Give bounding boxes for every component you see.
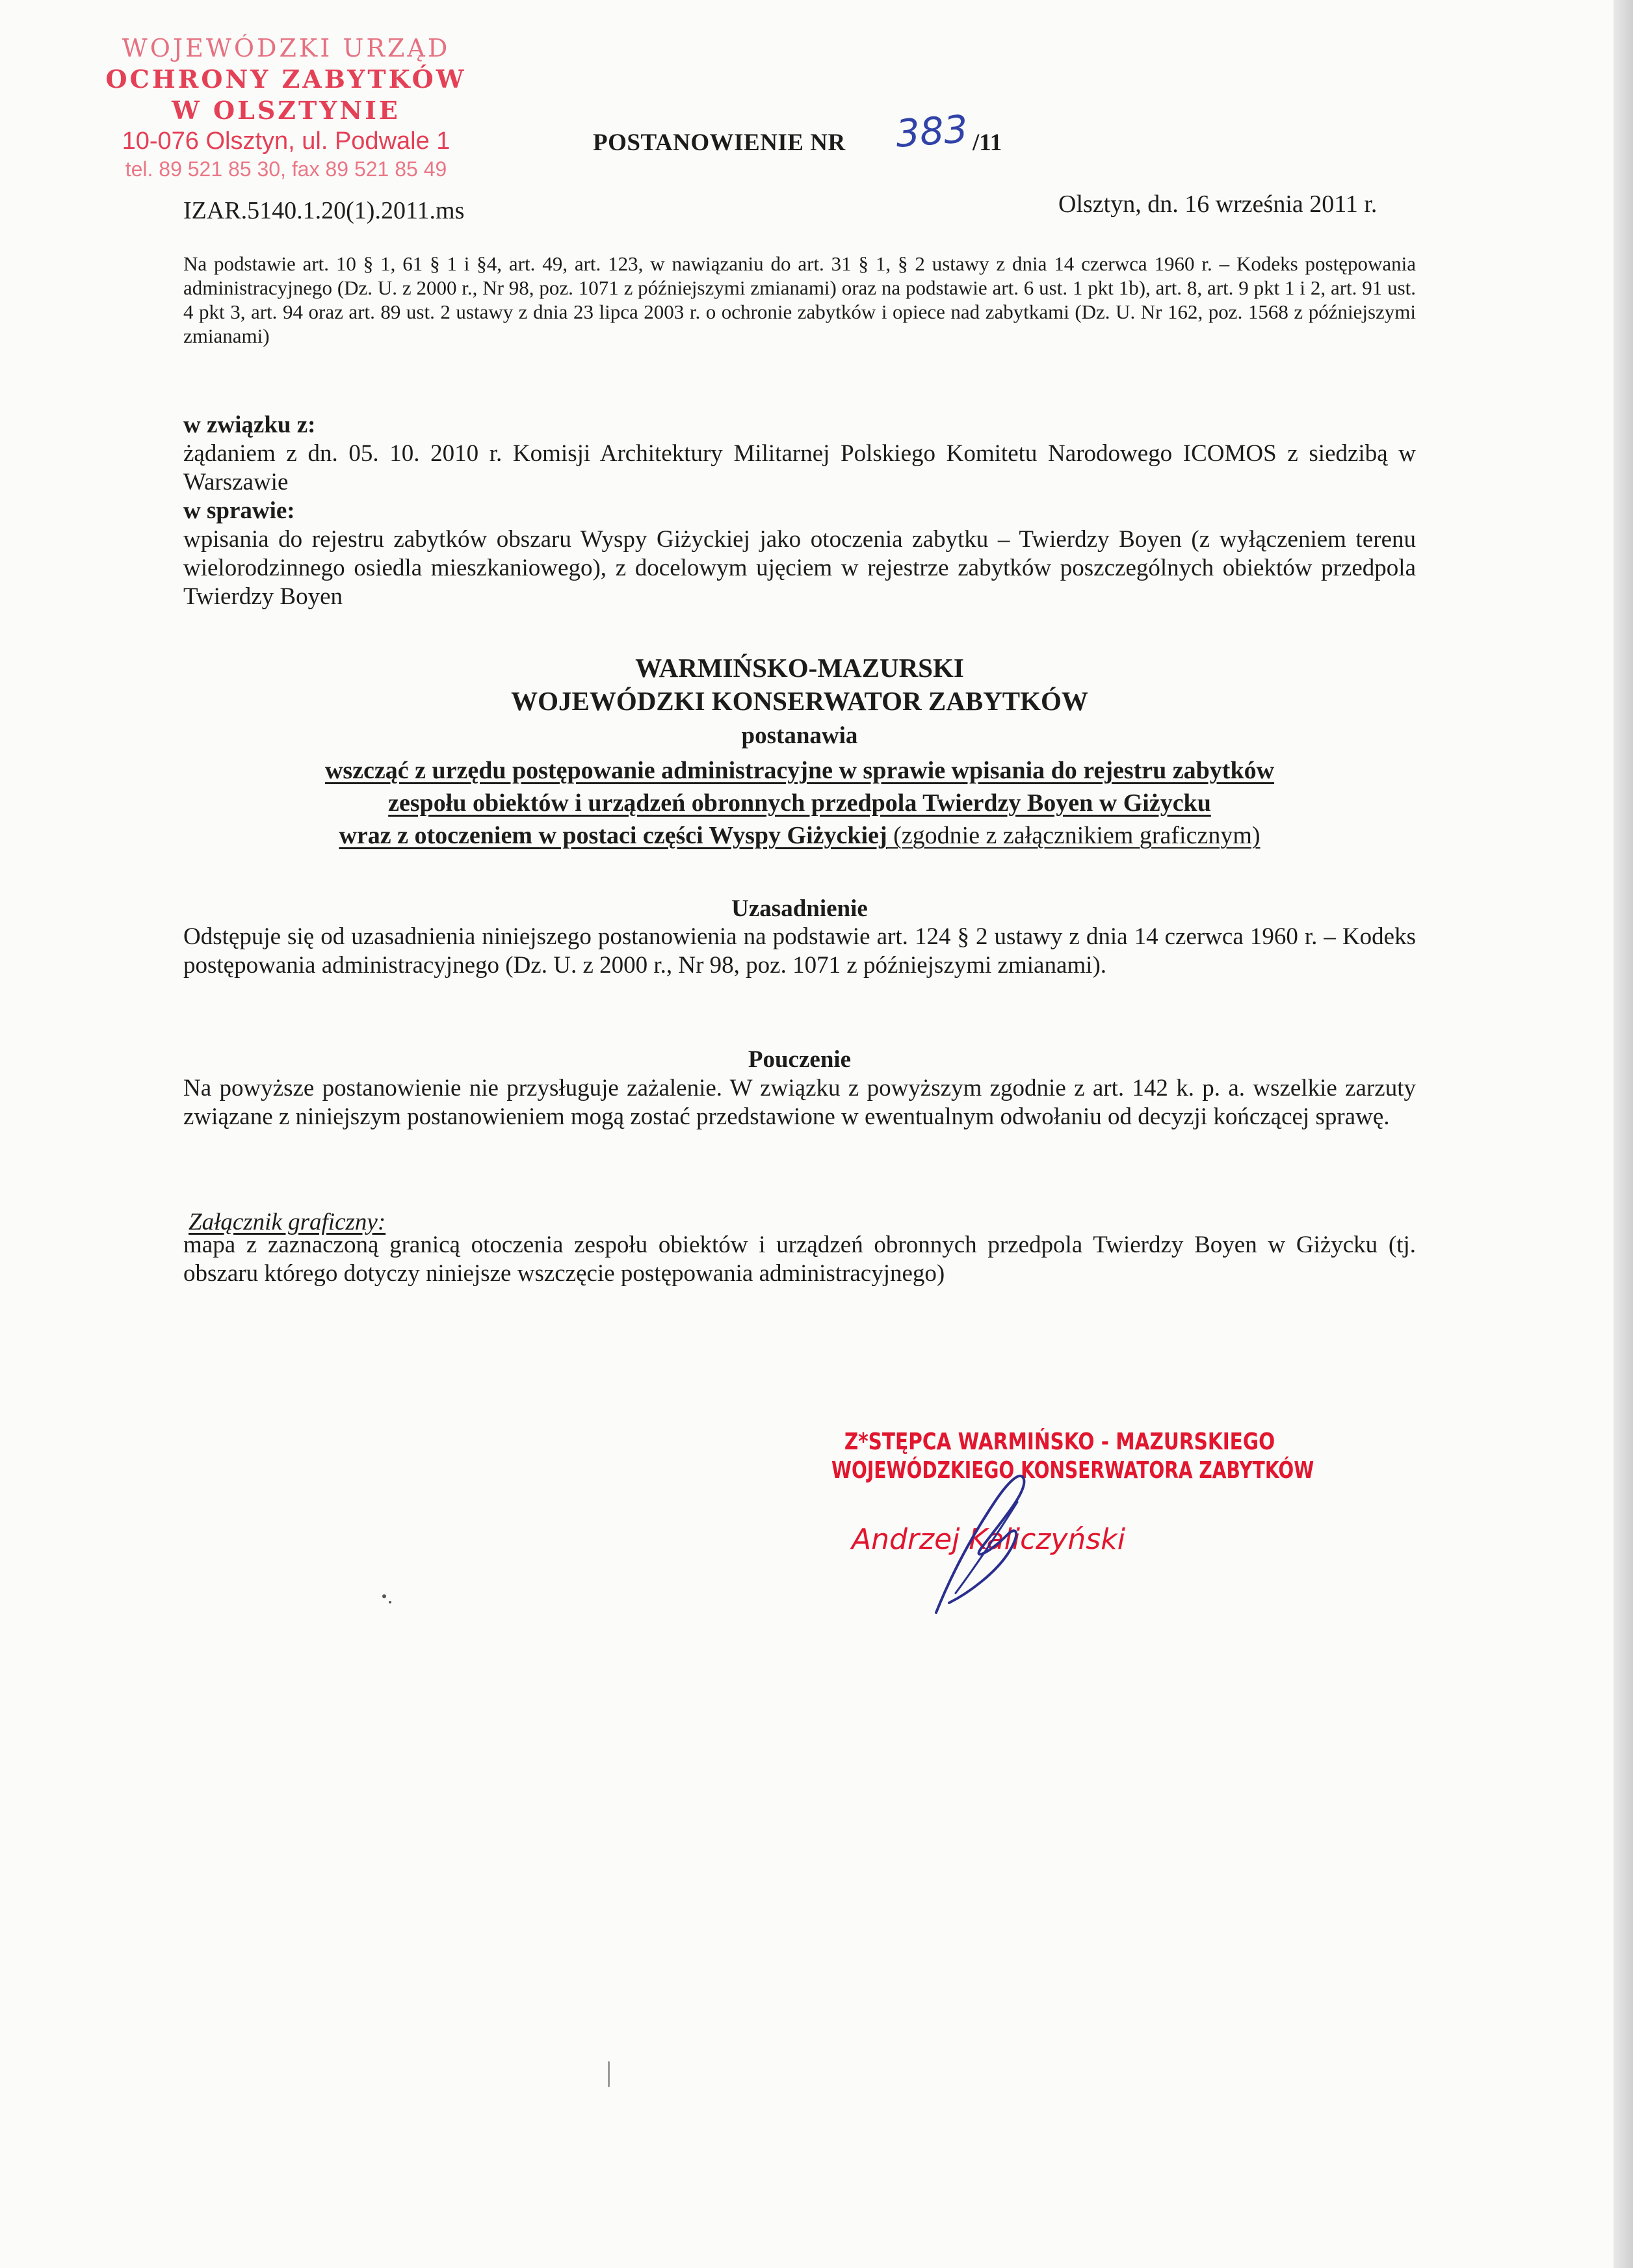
legal-basis: Na podstawie art. 10 § 1, 61 § 1 i §4, art. 49, art. 123, w nawiązaniu do art. 31 § 1, § 2 ustawy z dnia 14 czerwca 1960 r. – Kodeks postępowania administracyjnego (Dz. U. z 2000 r., Nr 98, poz. 1071 z późniejszymi zmianami) oraz na podstawie art. 6 ust. 1 pkt 1b), art. 8, art. 9 pkt 1 i 2, art. 91 ust. 4 pkt 3, art. 94 oraz art. 89 ust. 2 ustawy z dnia 23 lipca 2003 r. o ochronie zabytków i opiece nad zabytkami (Dz. U. Nr 162, poz. 1568 z późniejszymi zmianami) — [183, 252, 1416, 347]
reference-number: IZAR.5140.1.20(1).2011.ms — [183, 197, 465, 224]
document-title-suffix: /11 — [973, 129, 1002, 156]
attachment-text: mapa z zaznaczoną granicą otoczenia zespołu obiektów i urządzeń obronnych przedpola Twierdzy Boyen w Giżycku (tj. obszaru którego dotyczy niniejsze wszczęcie postępowania administracyjnego) — [183, 1232, 1416, 1287]
place-date: Olsztyn, dn. 16 września 2011 r. — [1058, 191, 1378, 218]
attachment-heading: Załącznik graficzny: — [189, 1209, 386, 1235]
signatory-name: Andrzej Kaliczyński — [852, 1523, 1125, 1556]
office-stamp-line3: W OLSZTYNIE — [172, 96, 400, 125]
handwritten-signature — [910, 1463, 1053, 1619]
decides-word: postanawia — [741, 722, 858, 749]
decision-line3-note: (zgodnie z załącznikiem graficznym) — [887, 822, 1261, 849]
scan-speck — [382, 1594, 386, 1598]
decision-line2: zespołu obiektów i urządzeń obronnych przedpola Twierdzy Boyen w Giżycku — [388, 789, 1211, 817]
decision-line1: wszcząć z urzędu postępowanie administracyjne w sprawie wpisania do rejestru zabytków — [324, 757, 1275, 784]
decision — [163, 754, 1437, 852]
signature-stamp-line2: WOJEWÓDZKIEGO KONSERWATORA ZABYTKÓW — [831, 1457, 1314, 1484]
office-stamp-address: 10-076 Olsztyn, ul. Podwale 1 — [122, 127, 451, 155]
instruction-text: Na powyższe postanowienie nie przysługuje zażalenie. W związku z powyższym zgodnie z art. 142 k. p. a. wszelkie zarzuty związane z niniejszym postanowieniem mogą zostać przedstawione w ewentualnym odwołaniu od decyzji kończącej sprawę. — [183, 1075, 1416, 1130]
document-title: POSTANOWIENIE NR — [593, 129, 846, 156]
regarding-heading: w sprawie: — [183, 497, 295, 524]
scan-speck — [389, 1601, 391, 1603]
office-stamp — [78, 33, 494, 182]
signature-stamp — [767, 1428, 1352, 1485]
authority-line2: WOJEWÓDZKI KONSERWATOR ZABYTKÓW — [511, 686, 1088, 716]
scan-speck — [608, 2061, 610, 2087]
office-stamp-line2: OCHRONY ZABYTKÓW — [105, 64, 467, 94]
decision-line3: wraz z otoczeniem w postaci części Wyspy Giżyckiej — [339, 822, 887, 849]
in-connection-text: żądaniem z dn. 05. 10. 2010 r. Komisji Architektury Militarnej Polskiego Komitetu Narodowego ICOMOS z siedzibą w Warszawie — [183, 440, 1416, 495]
regarding-text: wpisania do rejestru zabytków obszaru Wyspy Giżyckiej jako otoczenia zabytku – Twierdzy Boyen (z wyłączeniem terenu wielorodzinnego osiedla mieszkaniowego), z docelowym ujęciem w rejestrze zabytków poszczególnych obiektów przedpola Twierdzy Boyen — [183, 526, 1416, 610]
handwritten-number: 383 — [894, 107, 969, 156]
signature-stamp-line1: Z*STĘPCA WARMIŃSKO - MAZURSKIEGO — [844, 1429, 1275, 1455]
office-stamp-phone: tel. 89 521 85 30, fax 89 521 85 49 — [125, 157, 447, 181]
in-connection-heading: w związku z: — [183, 412, 316, 438]
office-stamp-line1: WOJEWÓDZKI URZĄD — [122, 34, 451, 62]
scan-edge — [1613, 0, 1633, 2268]
justification-text: Odstępuje się od uzasadnienia niniejszego postanowienia na podstawie art. 124 § 2 ustawy z dnia 14 czerwca 1960 r. – Kodeks postępowania administracyjnego (Dz. U. z 2000 r., Nr 98, poz. 1071 z późniejszymi zmianami). — [183, 923, 1416, 979]
justification-heading: Uzasadnienie — [731, 895, 868, 922]
authority-line1: WARMIŃSKO-MAZURSKI — [635, 653, 964, 683]
instruction-heading: Pouczenie — [748, 1046, 852, 1073]
